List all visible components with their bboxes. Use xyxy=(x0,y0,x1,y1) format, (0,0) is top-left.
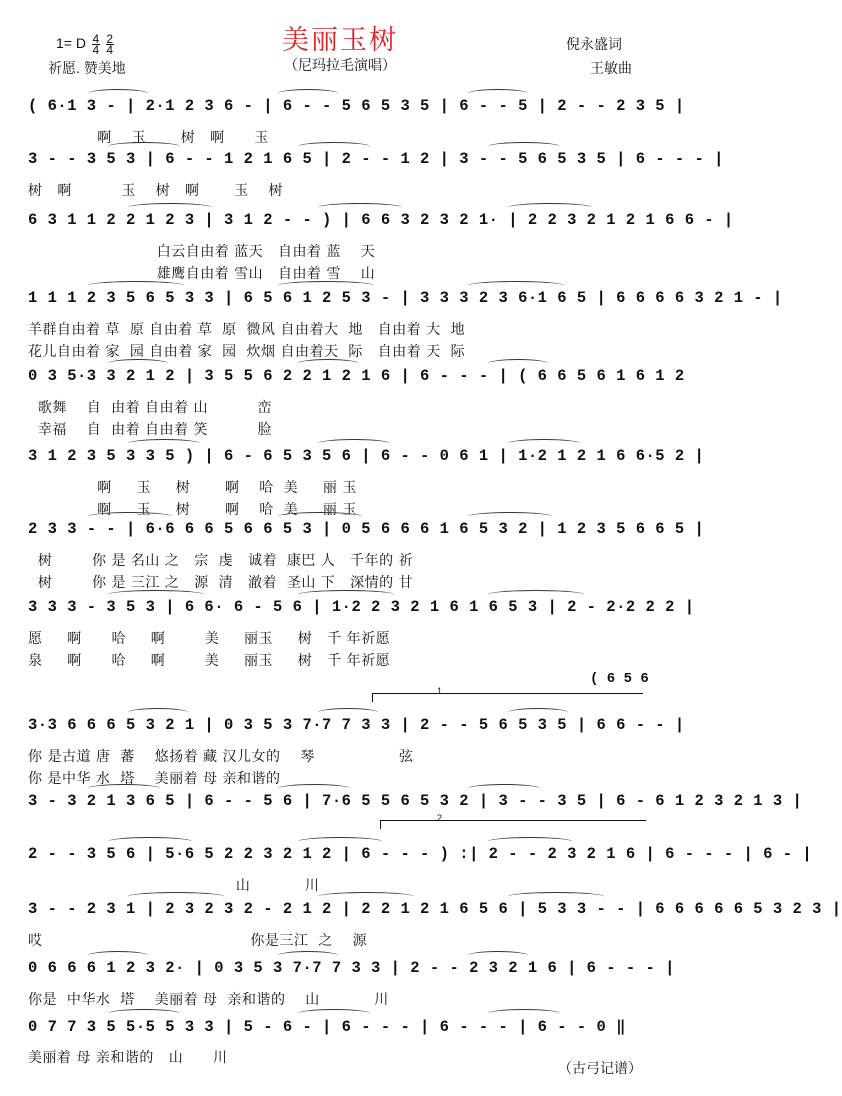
slur-mark xyxy=(488,142,560,151)
slur-mark xyxy=(318,892,414,901)
composer: 王敏曲 xyxy=(590,60,632,76)
slur-mark xyxy=(508,892,604,901)
slur-mark xyxy=(508,439,580,448)
time-signature-1: $\frac{4}{4}$ xyxy=(92,32,100,57)
lyric-line: 啊 玉 树 啊 玉 xyxy=(28,130,269,146)
notation-line: 3 1 2 3 5 3 3 5 ) | 6 - 6 5 3 5 6 | 6 - - 0 6 1 | 1·2 1 2 1 6 6·5 2 | xyxy=(28,447,705,465)
staff-system xyxy=(28,367,685,438)
lyric-line: 树 你 是 名山 之 宗 虔 诚着 康巴 人 千年的 祈 xyxy=(28,553,414,569)
lyric-line: 你 是中华 水 塔 美丽着 母 亲和谐的 xyxy=(28,771,281,787)
lyric-line: 啊 玉 树 啊 哈 美 丽 玉 xyxy=(28,480,357,496)
slur-mark xyxy=(298,1009,370,1018)
notation-line: 1 1 1 2 3 5 6 5 3 3 | 6 5 6 1 2 5 3 - | 3 3 3 2 3 6·1 6 5 | 6 6 6 6 3 2 1 - | xyxy=(28,289,783,307)
slur-mark xyxy=(108,590,204,599)
staff-system xyxy=(28,1017,648,1077)
lyric-line: 美丽着 母 亲和谐的 山 川 xyxy=(28,1050,228,1066)
dedication: 祈愿. 赞美地 xyxy=(48,60,126,76)
notation-line: 3 - - 2 3 1 | 2 3 2 3 2 - 2 1 2 | 2 2 1 2 1 6 5 6 | 5 3 3 - - | 6 6 6 6 6 5 3 2 3 | xyxy=(28,900,842,918)
slur-mark xyxy=(108,142,180,151)
notation-line: 2 - - 3 5 6 | 5·6 5 2 2 3 2 1 2 | 6 - - - ) :| 2 - - 2 3 2 1 6 | 6 - - - | 6 - | xyxy=(28,845,813,863)
slur-mark xyxy=(88,281,184,290)
volta-1: 1 xyxy=(372,693,643,702)
staff-system xyxy=(28,716,685,787)
slur-mark xyxy=(318,203,402,212)
lyric-line: 花儿自由着 家 园 自由着 家 园 炊烟 自由着天 际 自由着 天 际 xyxy=(28,344,466,360)
notation-line: ( 6·1 3 - | 2·1 2 3 6 - | 6 - - 5 6 5 3 5 | 6 - - 5 | 2 - - 2 3 5 | xyxy=(28,97,685,115)
slur-mark xyxy=(488,1009,560,1018)
notation-line: 6 3 1 1 2 2 1 2 3 | 3 1 2 - - ) | 6 6 3 2 3 2 1· | 2 2 3 2 1 2 1 6 6 - | xyxy=(28,211,734,229)
slur-mark xyxy=(278,281,374,290)
staff-system xyxy=(28,598,695,669)
slur-mark xyxy=(488,837,572,846)
slur-mark xyxy=(298,837,382,846)
notation-line: 2 3 3 - - | 6·6 6 6 5 6 6 5 3 | 0 5 6 6 6 1 6 5 3 2 | 1 2 3 5 6 6 5 | xyxy=(28,520,705,538)
subtitle: （尼玛拉毛演唱） xyxy=(284,57,396,73)
slur-mark xyxy=(88,951,148,960)
slur-mark xyxy=(108,359,168,368)
lyric-line: 山 川 xyxy=(28,878,320,894)
lyric-line: 愿 啊 哈 啊 美 丽玉 树 千 年祈愿 xyxy=(28,631,391,647)
slur-mark xyxy=(88,89,148,98)
key-label: 1= D xyxy=(56,35,86,52)
repeat-intro: ( 6 5 6 xyxy=(590,671,649,687)
notation-line: 3 - 3 2 1 3 6 5 | 6 - - 5 6 | 7·6 5 5 6 5 3 2 | 3 - - 3 5 | 6 - 6 1 2 3 2 1 3 | xyxy=(28,792,803,810)
slur-mark xyxy=(278,951,338,960)
lyric-line: 白云自由着 蓝天 自由着 蓝 天 xyxy=(28,244,376,260)
staff-system xyxy=(28,150,724,210)
page-title: 美丽玉树 xyxy=(282,25,398,55)
staff-system xyxy=(28,289,783,360)
slur-mark xyxy=(298,590,394,599)
lyric-line: 歌舞 自 由着 自由着 山 峦 xyxy=(28,400,273,416)
lyric-line: 树 你 是 三江 之 源 清 澈着 圣山 下 深情的 甘 xyxy=(28,575,414,591)
time-signature-2: $\frac{2}{4}$ xyxy=(106,32,114,57)
lyric-line: 哎 你是三江 之 源 xyxy=(28,933,368,949)
notation-line: 3·3 6 6 6 5 3 2 1 | 0 3 5 3 7·7 7 3 3 | 2 - - 5 6 5 3 5 | 6 6 - - | xyxy=(28,716,685,734)
lyric-line: 啊 玉 树 啊 哈 美 丽 玉 xyxy=(28,502,357,518)
notation-line: 0 6 6 6 1 2 3 2· | 0 3 5 3 7·7 7 3 3 | 2 - - 2 3 2 1 6 | 6 - - - | xyxy=(28,959,675,977)
slur-mark xyxy=(508,708,568,717)
staff-system xyxy=(28,520,705,591)
staff-system xyxy=(28,211,734,282)
lyricist: 倪永盛词 xyxy=(566,36,622,52)
lyric-line: 你 是古道 唐 蕃 悠扬着 藏 汉儿女的 琴 弦 xyxy=(28,749,414,765)
slur-mark xyxy=(278,89,338,98)
slur-mark xyxy=(318,708,378,717)
slur-mark xyxy=(278,512,362,521)
lyric-line: 幸福 自 由着 自由着 笑 脸 xyxy=(28,422,273,438)
slur-mark xyxy=(488,590,584,599)
slur-mark xyxy=(108,837,192,846)
slur-mark xyxy=(128,892,224,901)
slur-mark xyxy=(468,89,528,98)
slur-mark xyxy=(468,951,528,960)
slur-mark xyxy=(468,784,540,793)
slur-mark xyxy=(88,512,172,521)
slur-mark xyxy=(468,512,552,521)
notation-line: 0 3 5·3 3 2 1 2 | 3 5 5 6 2 2 1 2 1 6 | 6 - - - | ( 6 6 5 6 1 6 1 2 xyxy=(28,367,685,385)
slur-mark xyxy=(298,142,370,151)
slur-mark xyxy=(128,439,200,448)
slur-mark xyxy=(88,784,160,793)
slur-mark xyxy=(278,784,350,793)
slur-mark xyxy=(318,439,390,448)
slur-mark xyxy=(298,359,358,368)
lyric-line: 你是 中华水 塔 美丽着 母 亲和谐的 山 川 xyxy=(28,992,389,1008)
slur-mark xyxy=(128,708,188,717)
lyric-line: 泉 啊 哈 啊 美 丽玉 树 千 年祈愿 xyxy=(28,653,391,669)
slur-mark xyxy=(128,203,212,212)
notation-line: 3 3 3 - 3 5 3 | 6 6· 6 - 5 6 | 1·2 2 3 2 1 6 1 6 5 3 | 2 - 2·2 2 2 | xyxy=(28,598,695,616)
lyric-line: 羊群自由着 草 原 自由着 草 原 微风 自由着大 地 自由着 大 地 xyxy=(28,322,466,338)
staff-system xyxy=(28,447,705,518)
notation-line: 0 7 7 3 5 5·5 5 3 3 | 5 - 6 - | 6 - - - | 6 - - - | 6 - - 0 ‖ xyxy=(28,1018,626,1036)
lyric-line: 雄鹰自由着 雪山 自由着 雪 山 xyxy=(28,266,376,282)
slur-mark xyxy=(468,281,564,290)
lyric-line: 树 啊 玉 树 啊 玉 树 xyxy=(28,183,283,199)
slur-mark xyxy=(488,359,548,368)
slur-mark xyxy=(508,203,592,212)
volta-2: 2 xyxy=(380,820,646,829)
notation-line: 3 - - 3 5 3 | 6 - - 1 2 1 6 5 | 2 - - 1 2 | 3 - - 5 6 5 3 5 | 6 - - - | xyxy=(28,150,724,168)
source-note: （古弓记谱） xyxy=(558,1060,642,1076)
slur-mark xyxy=(108,1009,180,1018)
